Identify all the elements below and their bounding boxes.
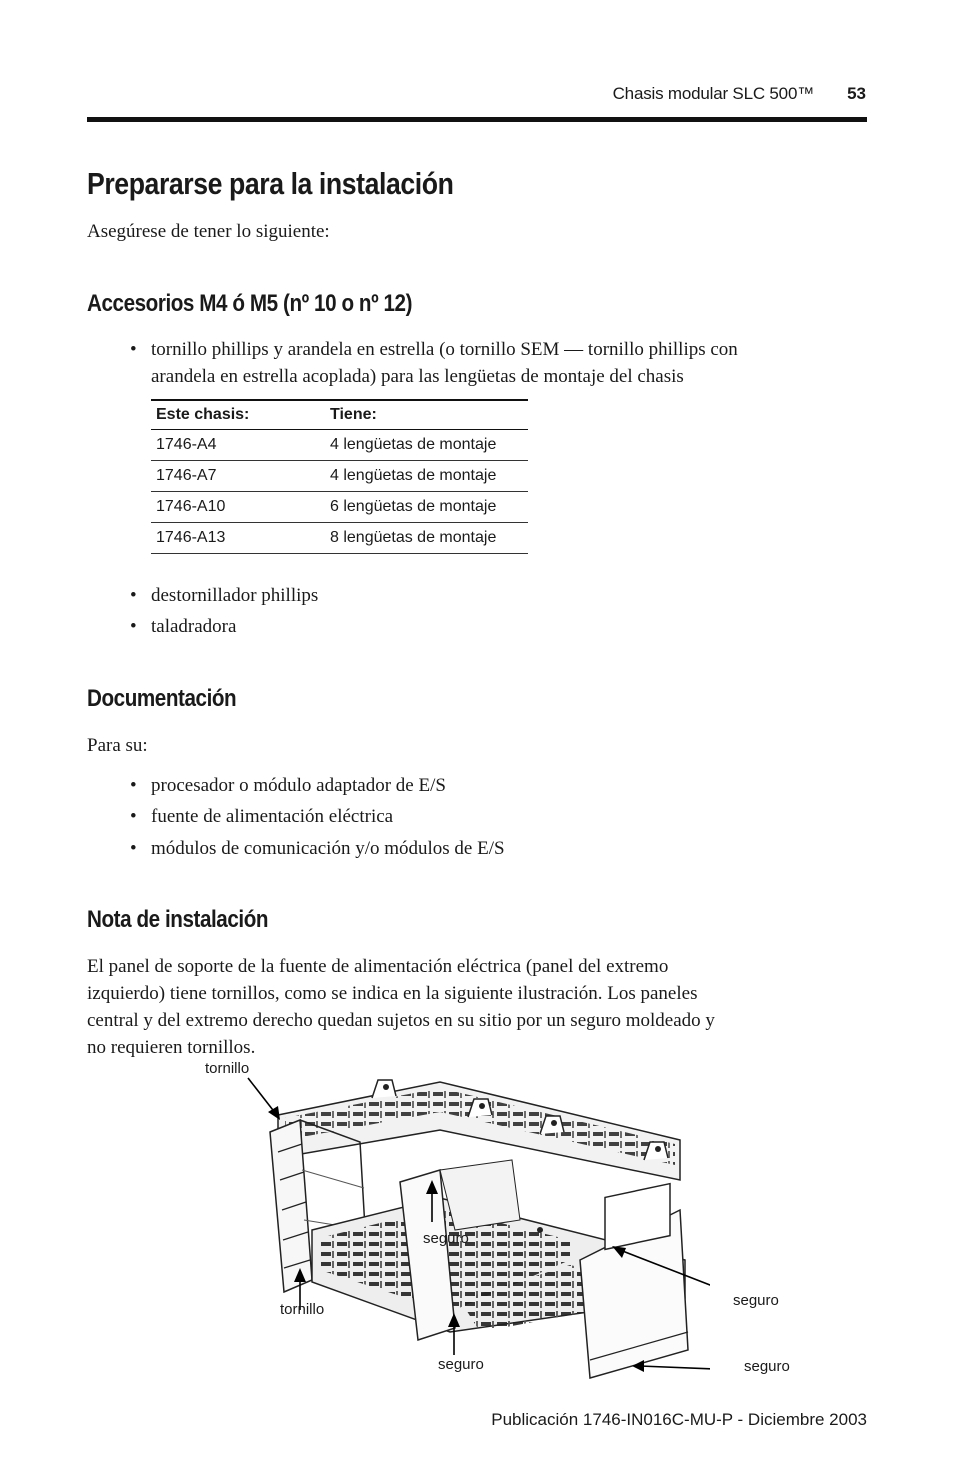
table-cell: 4 lengüetas de montaje [325,461,528,492]
list-item-text: fuente de alimentación eléctrica [151,806,394,827]
table-cell: 1746-A13 [151,523,325,554]
page-title: Prepararse para la instalación [87,166,454,201]
running-header-title: Chasis modular SLC 500™ [612,84,814,103]
bullet-marker: • [130,838,137,859]
install-note-paragraph [87,953,877,1061]
table-header-cell: Tiene: [325,400,528,430]
paragraph-line: no requieren tornillos. [87,1037,256,1058]
list-item-text: destornillador phillips [151,585,319,606]
table-row [151,523,528,554]
right-end-panel [580,1184,688,1378]
bullet-marker: • [130,585,137,606]
install-note-heading: Nota de instalación [87,906,269,933]
callout-seguro-middle: seguro [423,1230,469,1247]
list-item-text: módulos de comunicación y/o módulos de E/S [151,838,505,859]
documentation-heading: Documentación [87,685,237,712]
page-number: 53 [847,84,866,103]
list-item-text: arandela en estrella acoplada) para las lengüetas de montaje del chasis [151,366,684,387]
table-cell: 6 lengüetas de montaje [325,492,528,523]
table-row [151,492,528,523]
callout-seguro-bottom: seguro [438,1356,484,1373]
paragraph-line: izquierdo) tiene tornillos, como se indica en la siguiente ilustración. Los paneles [87,983,698,1004]
table-row [151,430,528,461]
callout-tornillo-top: tornillo [205,1060,250,1077]
list-item-text: taladradora [151,616,237,637]
table-cell: 1746-A7 [151,461,325,492]
chassis-tabs-table [151,399,528,554]
header-rule [87,117,867,122]
documentation-intro: Para su: [87,735,148,756]
bullet-marker: • [130,339,137,360]
callout-seguro-right: seguro [733,1292,779,1309]
table-row [151,461,528,492]
list-item-text: tornillo phillips y arandela en estrella (o tornillo SEM — tornillo phillips con [151,339,738,360]
publication-footer: Publicación 1746-IN016C-MU-P - Diciembre 2003 [491,1410,867,1429]
bullet-marker: • [130,775,137,796]
chassis-illustration [240,1070,710,1390]
table-header-row [151,400,528,430]
callout-seguro-right-bottom: seguro [744,1358,790,1375]
table-cell: 8 lengüetas de montaje [325,523,528,554]
paragraph-line: central y del extremo derecho quedan sujetos en su sitio por un seguro moldeado y [87,1010,715,1031]
running-header [560,84,866,106]
accessories-heading: Accesorios M4 ó M5 (nº 10 o nº 12) [87,290,413,317]
table-cell: 4 lengüetas de montaje [325,430,528,461]
table-cell: 1746-A10 [151,492,325,523]
paragraph-line: El panel de soporte de la fuente de alimentación eléctrica (panel del extremo [87,956,669,977]
list-item-text: procesador o módulo adaptador de E/S [151,775,446,796]
callout-tornillo-bottom: tornillo [280,1301,325,1318]
table-cell: 1746-A4 [151,430,325,461]
bullet-marker: • [130,806,137,827]
bullet-marker: • [130,616,137,637]
table-header-cell: Este chasis: [151,400,325,430]
intro-text: Asegúrese de tener lo siguiente: [87,221,330,242]
